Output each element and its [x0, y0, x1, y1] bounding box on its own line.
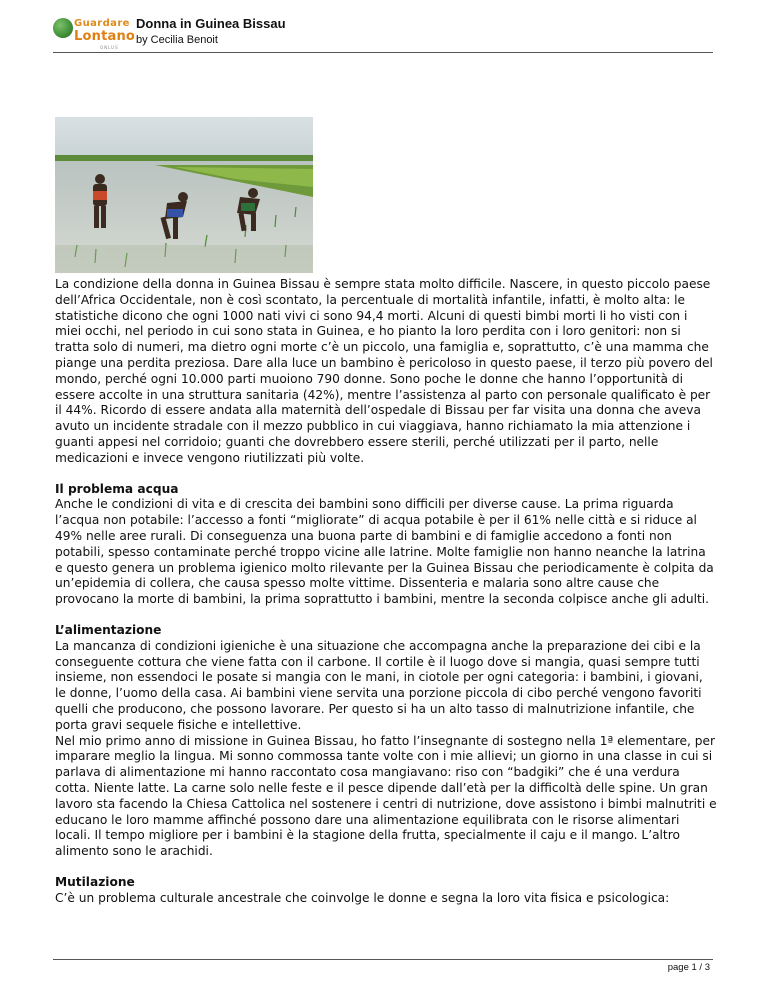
- section-heading-water: Il problema acqua: [55, 481, 179, 496]
- logo-text-main: Lontano: [74, 29, 136, 44]
- author-byline: by Cecilia Benoit: [136, 34, 218, 46]
- document-title: Donna in Guinea Bissau: [136, 16, 286, 31]
- logo-text-top: Guardare: [74, 18, 130, 29]
- rice-field-photo: [55, 117, 313, 273]
- header-divider: [53, 52, 713, 53]
- section-body-water: Anche le condizioni di vita e di crescita dei bambini sono difficili per diverse cause. La prima riguarda l’acqua non potabile: l’accesso a fonti “migliorate” di acqua potabile è per il 61% nelle città e si riduce al 49% nelle aree rurali. Di conseguenza una buona parte di bambini e di famiglie accedono a fonti non potabili, spesso contaminate perché troppo vicine alle latrine. Molte famiglie non hanno neanche la latrina e questo genera un problema igienico molto rilevante per la Guinea Bissau che periodicamente è colpita da un’epidemia di collera, che causa spesso molte vittime. Dissenteria e malaria sono altre cause che provocano la morte di bambini, la prima soprattutto i bambini, mentre la seconda colpisce anche gli adulti.: [55, 497, 714, 607]
- page-header: [53, 14, 713, 54]
- section-heading-food: L’alimentazione: [55, 622, 162, 637]
- guardare-lontano-logo: [53, 16, 136, 50]
- globe-icon: [53, 18, 73, 38]
- page-number: page 1 / 3: [667, 962, 710, 973]
- section-heading-mutilation: Mutilazione: [55, 874, 135, 889]
- logo-text-sub: ONLUS: [100, 45, 119, 50]
- section-body-food: La mancanza di condizioni igieniche è una situazione che accompagna anche la preparazione dei cibi e la conseguente cottura che viene fatta con il carbone. Il cortile è il luogo dove si mangia, quasi sempre tutti insieme, non essendoci le posate si mangia con le mani, in ciotole per ogni categoria: i bambini, i giovani, le donne, l’uomo della casa. Ai bambini viene servita una porzione piccola di cibo perché vengono favoriti quelli che producono, che possono lavorare. Per questo si ha un alto tasso di malnutrizione infantile, che porta gravi sequele fisiche e intellettive.: [55, 638, 703, 732]
- article-body: [55, 277, 717, 921]
- footer-divider: [53, 959, 713, 960]
- section-body-food-2: Nel mio primo anno di missione in Guinea Bissau, ho fatto l’insegnante di sostegno nella 1ª elementare, per imparare meglio la lingua. Mi sonno commossa tante volte con i mie allievi; un giorno in una classe in cui si parlava di alimentazione mi hanno raccontato cosa mangiavano: riso con “badgiki” che é una verdura cotta. Niente latte. La carne solo nelle feste e il pesce dipende dall’età per la difficoltà delle spine. Un gran lavoro sta facendo la Chiesa Cattolica nel sostenere i centri di nutrizione, dove assistono i bimbi malnutriti e educano le loro mamme affinché possono dare una alimentazione equilibrata con le risorse alimentari locali. Il tempo migliore per i bambini è la stagione della frutta, specialmente il caju e il mango. L’altro alimento sono le arachidi.: [55, 733, 717, 859]
- intro-paragraph: La condizione della donna in Guinea Bissau è sempre stata molto difficile. Nascere, in questo piccolo paese dell’Africa Occidentale, non è così scontato, la percentuale di mortalità infantile, infatti, è molto alta: le statistiche dicono che ogni 1000 nati vivi ci sono 94,4 morti. Alcuni di questi bimbi morti li ho visti con i miei occhi, nel periodo in cui sono stata in Guinea, e ho pianto la loro perdita con i loro genitori: non si tratta solo di numeri, ma dietro ogni morte c’è un piccolo, una famiglia e, soprattutto, c’è una mamma che piange una perdita preziosa. Dare alla luce un bambino è pericoloso in questo paese, il terzo più povero del mondo, perché ogni 10.000 parti muoiono 790 donne. Sono poche le donne che hanno l’opportunità di essere accolte in una struttura sanitaria (42%), mentre l’assistenza al parto con personale qualificato è per il 44%. Ricordo di essere andata alla maternità dell’ospedale di Bissau per far visita una donna che aveva avuto un incidente stradale con il mezzo pubblico in cui viaggiava, hanno richiamato la mia attenzione i guanti appesi nel corridoio; guanti che dovrebbero essere sterili, perché utilizzati per il parto, nelle medicazioni e invece vengono riutilizzati più volte.: [55, 277, 713, 465]
- section-body-mutilation: C’è un problema culturale ancestrale che coinvolge le donne e segna la loro vita fisica e psicologica:: [55, 890, 670, 905]
